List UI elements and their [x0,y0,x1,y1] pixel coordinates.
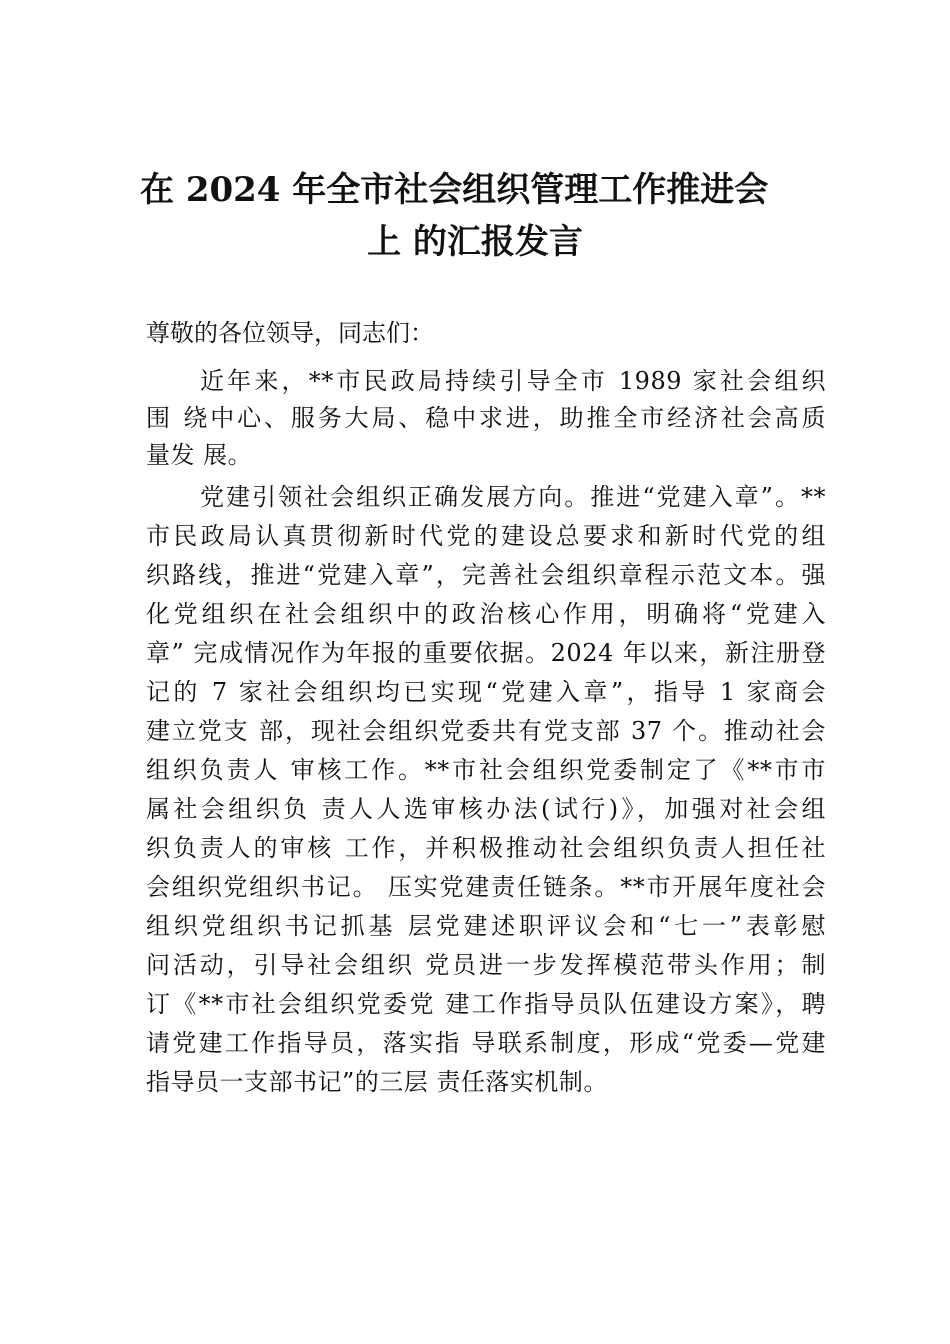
paragraph-2-line: 指导员一支部书记”的三层 责任落实机制。 [146,1068,608,1096]
paragraph-2-line: 组织负责人 审核工作。**市社会组织党委制定了《**市市 [146,756,826,784]
paragraph-1-line: 围 绕中心、服务大局、稳中求进，助推全市经济社会高质 [146,404,826,432]
paragraph-2-line: 订《**市社会组织党委党 建工作指导员队伍建设方案》，聘 [146,990,826,1018]
salutation: 尊敬的各位领导，同志们： [146,319,434,347]
paragraph-2-line: 属社会组织负 责人人选审核办法(试行)》，加强对社会组 [146,795,826,823]
paragraph-2-line: 市民政局认真贯彻新时代党的建设总要求和新时代党的组 [146,522,826,550]
document-title-line-2: 上 的汇报发言 [367,222,583,262]
paragraph-2-line: 记的 7 家社会组织均已实现“党建入章”，指导 1 家商会 [146,678,826,706]
paragraph-2-line: 织负责人的审核 工作，并积极推动社会组织负责人担任社 [146,834,826,862]
paragraph-1-line: 量发 展。 [146,441,253,469]
paragraph-2-line: 建立党支 部，现社会组织党委共有党支部 37 个。推动社会 [146,717,826,745]
paragraph-2-line: 党建引领社会组织正确发展方向。推进“党建入章”。** [200,483,826,511]
document-title-line-1: 在 2024 年全市社会组织管理工作推进会 [140,170,769,210]
paragraph-2-line: 化党组织在社会组织中的政治核心作用，明确将“党建入 [146,600,826,628]
paragraph-2-line: 问活动，引导社会组织 党员进一步发挥模范带头作用；制 [146,951,826,979]
paragraph-2-line: 组织党组织书记抓基 层党建述职评议会和“七一”表彰慰 [146,912,826,940]
paragraph-2-line: 会组织党组织书记。 压实党建责任链条。**市开展年度社会 [146,873,826,901]
paragraph-1-line: 近年来，**市民政局持续引导全市 1989 家社会组织 [200,367,826,395]
paragraph-2-line: 织路线，推进“党建入章”，完善社会组织章程示范文本。强 [146,561,826,589]
paragraph-2-line: 请党建工作指导员，落实指 导联系制度，形成“党委—党建 [146,1029,826,1057]
paragraph-2-line: 章” 完成情况作为年报的重要依据。2024 年以来，新注册登 [146,639,826,667]
